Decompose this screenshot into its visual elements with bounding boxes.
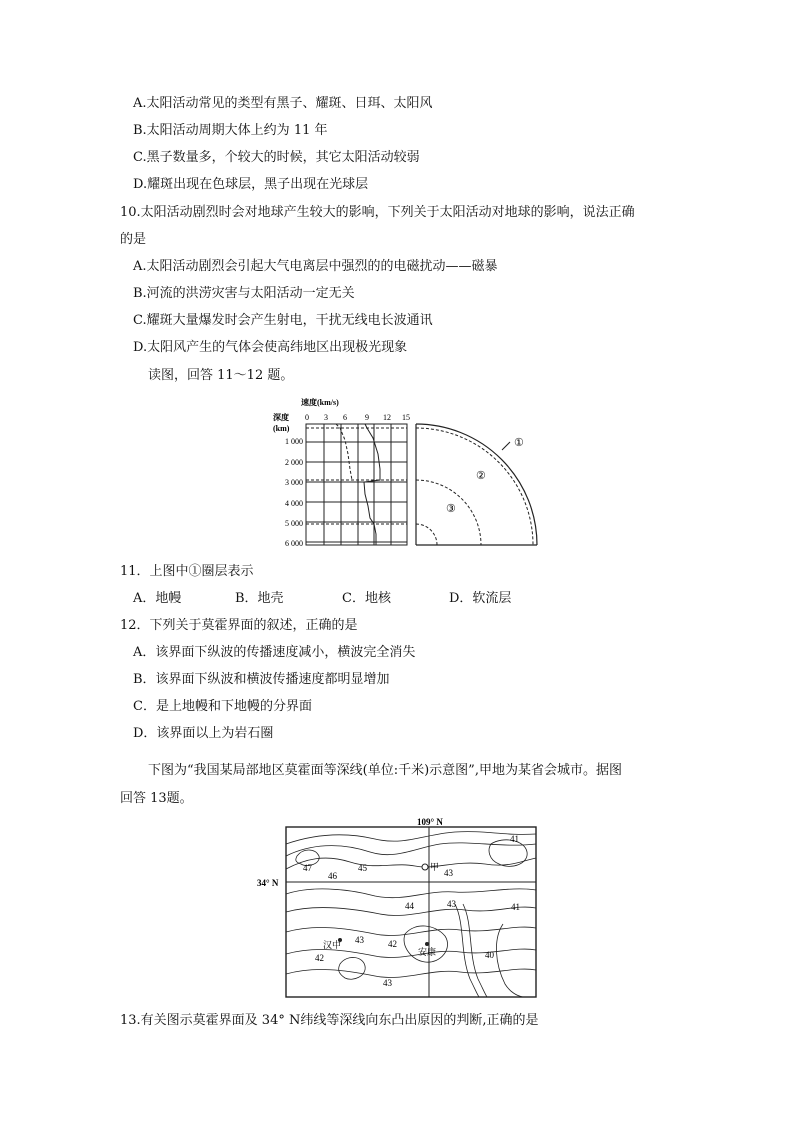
contour-value: 43	[355, 935, 364, 945]
depth-tick: 6 000	[285, 539, 303, 548]
contour-value: 43	[447, 899, 456, 909]
depth-axis-label: 深度	[273, 413, 289, 422]
moho-contour-map	[255, 814, 540, 1000]
latitude-label: 34° N	[257, 878, 279, 888]
q12-option-b: B．该界面下纵波和横波传播速度都明显增加	[133, 672, 390, 687]
q12-option-c: C．是上地幔和下地幔的分界面	[133, 699, 312, 714]
q11-option-b: B．地壳	[235, 591, 284, 606]
q9-option-a: A.太阳活动常见的类型有黑子、耀斑、日珥、太阳风	[133, 96, 433, 111]
q10-stem-line1: 10.太阳活动剧烈时会对地球产生较大的影响，下列关于太阳活动对地球的影响，说法正确	[120, 205, 635, 220]
q12-stem: 12．下列关于莫霍界面的叙述，正确的是	[120, 618, 358, 633]
q10-option-a: A.太阳活动剧烈会引起大气电离层中强烈的的电磁扰动——磁暴	[133, 259, 498, 274]
speed-axis-label: 速度(km/s)	[301, 398, 339, 407]
q9-option-d: D.耀斑出现在色球层，黑子出现在光球层	[133, 177, 369, 192]
read-prompt-11-12: 读图，回答 11～12 题。	[148, 368, 294, 383]
contour-value: 44	[405, 901, 414, 911]
depth-tick: 2 000	[285, 458, 303, 467]
q11-option-c: C．地核	[342, 591, 391, 606]
contour-value: 42	[388, 939, 397, 949]
city-ankang-marker	[425, 942, 429, 946]
speed-tick: 0	[305, 413, 309, 422]
q9-option-b: B.太阳活动周期大体上约为 11 年	[133, 123, 328, 138]
contour-value: 42	[315, 953, 324, 963]
seismic-wave-figure	[270, 394, 545, 550]
longitude-label: 109° N	[417, 817, 443, 827]
city-jia-label: 甲	[430, 862, 440, 872]
speed-tick: 6	[343, 413, 347, 422]
q12-option-d: D．该界面以上为岩石圈	[133, 726, 274, 741]
city-ankang-label: 安康	[418, 947, 437, 957]
depth-tick: 4 000	[285, 499, 303, 508]
q10-stem-line2: 的是	[120, 232, 147, 247]
q10-option-d: D.太阳风产生的气体会使高纬地区出现极光现象	[133, 340, 408, 355]
contour-value: 41	[510, 834, 519, 844]
q12-option-a: A．该界面下纵波的传播速度减小，横波完全消失	[133, 645, 416, 660]
contour-value: 43	[444, 868, 453, 878]
city-jia-marker	[422, 864, 428, 870]
contour-value: 40	[485, 950, 494, 960]
layer-label-2: ②	[476, 470, 486, 482]
contour-value: 46	[328, 871, 337, 881]
layer-label-1: ①	[514, 437, 524, 449]
speed-tick: 3	[324, 413, 328, 422]
s-wave-curve	[336, 424, 352, 480]
depth-tick: 5 000	[285, 519, 303, 528]
q13-intro-line1: 下图为“我国某局部地区莫霍面等深线(单位:千米)示意图”,甲地为某省会城市。据图	[148, 763, 622, 778]
q13-intro-line2: 回答 13题。	[120, 791, 193, 806]
depth-tick: 1 000	[285, 437, 303, 446]
q9-option-c: C.黑子数量多，个较大的时候，其它太阳活动较弱	[133, 150, 420, 165]
contour-value: 45	[358, 863, 367, 873]
depth-axis-unit: (km)	[273, 424, 290, 433]
speed-tick: 12	[383, 413, 391, 422]
speed-tick: 9	[365, 413, 369, 422]
city-hanzhong-label: 汉中	[323, 940, 342, 950]
depth-speed-grid	[306, 424, 407, 545]
contour-value: 43	[383, 978, 392, 988]
q11-stem: 11．上图中①圈层表示	[120, 564, 254, 579]
speed-tick: 15	[402, 413, 410, 422]
q11-option-a: A．地幔	[133, 591, 182, 606]
contour-value: 41	[511, 902, 520, 912]
q10-option-c: C.耀斑大量爆发时会产生射电，干扰无线电长波通讯	[133, 313, 433, 328]
q11-option-d: D．软流层	[449, 591, 512, 606]
q10-option-b: B.河流的洪涝灾害与太阳活动一定无关	[133, 286, 355, 301]
contour-value: 47	[303, 863, 312, 873]
layer-label-3: ③	[446, 503, 456, 515]
depth-tick: 3 000	[285, 478, 303, 487]
q13-stem: 13.有关图示莫霍界面及 34° N纬线等深线向东凸出原因的判断,正确的是	[120, 1013, 539, 1028]
